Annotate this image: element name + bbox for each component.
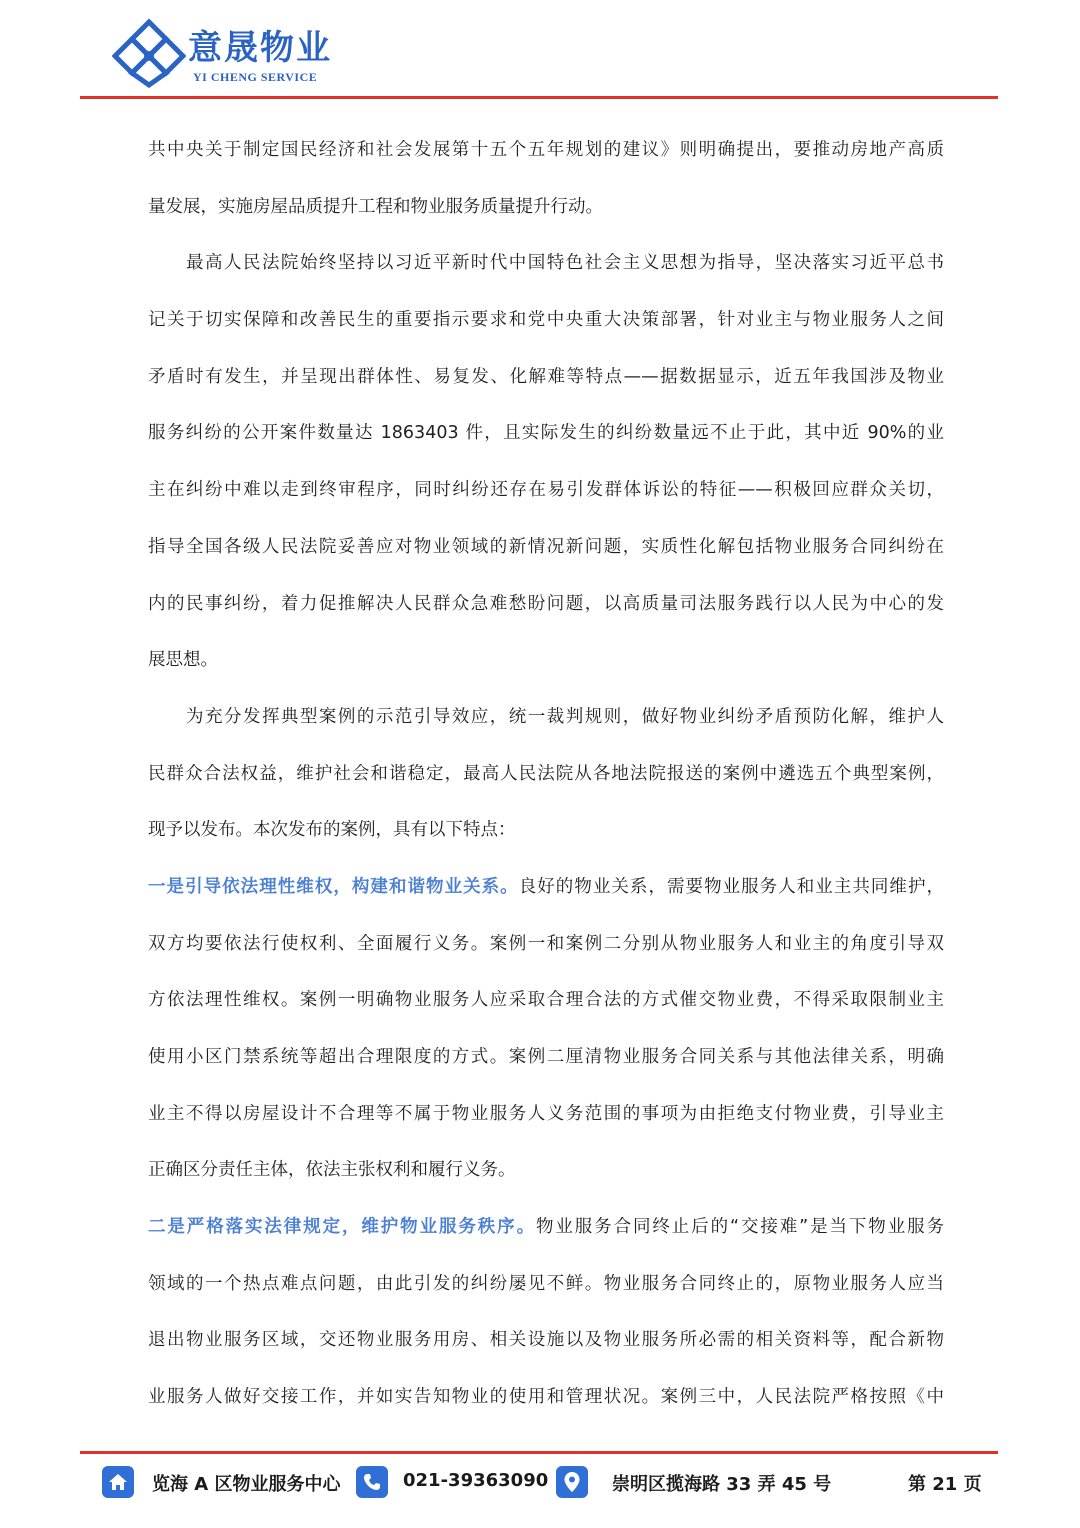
header-divider <box>80 96 998 99</box>
body-line: 业服务人做好交接工作，并如实告知物业的使用和管理状况。案例三中，人民法院严格按照《中 <box>148 1387 944 1408</box>
body-line: 领域的一个热点难点问题，由此引发的纠纷屡见不鲜。物业服务合同终止的，原物业服务人应当 <box>148 1273 944 1294</box>
body-line: 为充分发挥典型案例的示范引导效应，统一裁判规则，做好物业纠纷矛盾预防化解，维护人 <box>186 706 944 727</box>
body-line: 使用小区门禁系统等超出合理限度的方式。案例二厘清物业服务合同关系与其他法律关系，明确 <box>148 1047 944 1067</box>
body-line: 现予以发布。本次发布的案例，具有以下特点： <box>148 820 516 841</box>
document-body <box>148 122 944 1426</box>
page-number: 第 21 页 <box>908 1474 982 1495</box>
service-center-name: 览海 A 区物业服务中心 <box>152 1474 341 1495</box>
body-line: 业主不得以房屋设计不合理等不属于物业服务人义务范围的事项为由拒绝支付物业费，引导业主 <box>148 1103 944 1124</box>
body-line <box>148 859 944 916</box>
phone-icon <box>356 1466 388 1498</box>
section-heading: 一是引导依法理性维权，构建和谐物业关系。 <box>148 876 519 897</box>
body-line: 记关于切实保障和改善民生的重要指示要求和党中央重大决策部署，针对业主与物业服务人之间 <box>148 310 944 331</box>
body-line: 民群众合法权益，维护社会和谐稳定，最高人民法院从各地法院报送的案例中遴选五个典型案例， <box>148 763 944 784</box>
body-line: 矛盾时有发生，并呈现出群体性、易复发、化解难等特点——据数据显示，近五年我国涉及物业 <box>148 366 944 387</box>
body-line: 最高人民法院始终坚持以习近平新时代中国特色社会主义思想为指导，坚决落实习近平总书 <box>186 253 944 274</box>
company-subtitle: YI CHENG SERVICE <box>193 70 318 84</box>
body-line: 指导全国各级人民法院妥善应对物业领域的新情况新问题，实质性化解包括物业服务合同纠纷在 <box>148 536 944 557</box>
body-line: 共中央关于制定国民经济和社会发展第十五个五年规划的建议》则明确提出，要推动房地产高质 <box>148 140 944 160</box>
body-text: 物业服务合同终止后的“交接难”是当下物业服务 <box>535 1217 944 1238</box>
body-line: 量发展，实施房屋品质提升工程和物业服务质量提升行动。 <box>148 196 603 217</box>
page-header <box>0 0 1080 100</box>
body-line: 主在纠纷中难以走到终审程序，同时纠纷还存在易引发群体诉讼的特征——积极回应群众关切， <box>148 480 944 501</box>
body-line: 双方均要依法行使权利、全面履行义务。案例一和案例二分别从物业服务人和业主的角度引导双 <box>148 933 944 954</box>
address: 崇明区揽海路 33 弄 45 号 <box>612 1474 832 1495</box>
phone-number: 021-39363090 <box>403 1470 549 1491</box>
section-heading: 二是严格落实法律规定，维护物业服务秩序。 <box>148 1217 536 1238</box>
body-text: 良好的物业关系，需要物业服务人和业主共同维护， <box>518 876 945 897</box>
company-name: 意晟物业 <box>188 28 332 68</box>
footer-divider <box>80 1451 998 1454</box>
body-line <box>148 1199 944 1256</box>
body-line: 退出物业服务区域，交还物业服务用房、相关设施以及物业服务所必需的相关资料等，配合新物 <box>148 1330 944 1351</box>
body-line: 展思想。 <box>148 650 218 671</box>
body-line: 内的民事纠纷，着力促推解决人民群众急难愁盼问题，以高质量司法服务践行以人民为中心的发 <box>148 593 944 614</box>
home-icon <box>102 1466 134 1498</box>
body-line: 正确区分责任主体，依法主张权利和履行义务。 <box>148 1160 516 1181</box>
company-logo-icon <box>112 18 186 88</box>
location-pin-icon <box>556 1466 588 1498</box>
page-footer <box>0 1460 1080 1510</box>
body-line: 方依法理性维权。案例一明确物业服务人应采取合理合法的方式催交物业费，不得采取限制业主 <box>148 990 944 1011</box>
body-line: 服务纠纷的公开案件数量达 1863403 件，且实际发生的纠纷数量远不止于此，其中近 90%的业 <box>148 423 944 444</box>
